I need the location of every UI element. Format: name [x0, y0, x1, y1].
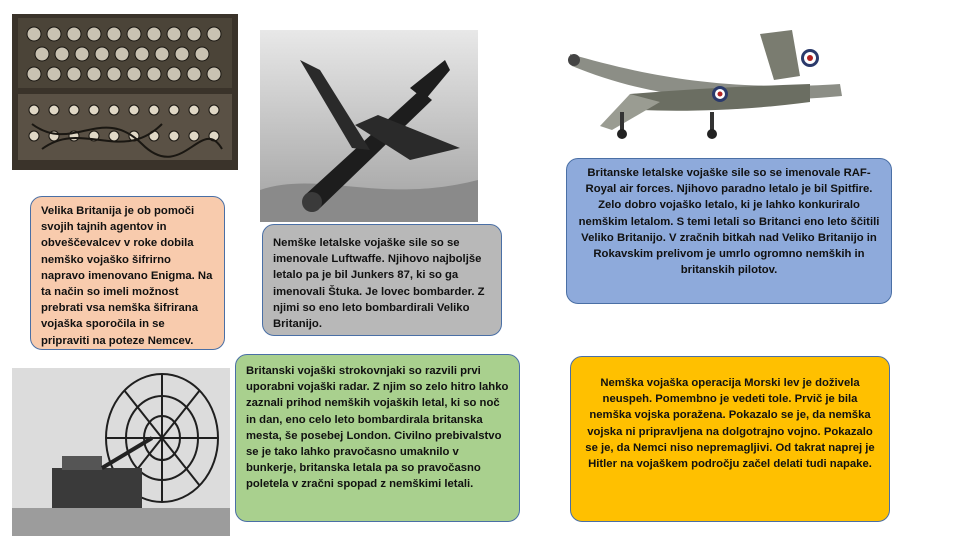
- enigma-machine-image: [12, 14, 238, 170]
- enigma-text: Velika Britanija je ob pomoči svojih tajnih agentov in obveščevalcev v roke dobila nemško vojaško šifrirno napravo imenovano Enigma. Na ta način so imeli možnost prebrati vsa nemška šifrirana vojaška sporočila in se pripraviti na poteze Nemcev.: [41, 205, 213, 347]
- raf-text-box: [566, 158, 892, 304]
- enigma-text-box: [30, 196, 225, 350]
- sealion-text-box: [570, 356, 890, 522]
- luftwaffe-text: Nemške letalske vojaške sile so se imenovale Luftwaffe. Njihovo najboljše letalo pa je bil Junkers 87, ki so ga imenovali Štuka. Je lovec bombarder. Z njimi so eno leto bombardirali Veliko Britanijo.: [273, 237, 485, 331]
- luftwaffe-text-box: [262, 224, 502, 336]
- stuka-bomber-image: [260, 30, 478, 222]
- radar-text: Britanski vojaški strokovnjaki so razvili prvi uporabni vojaški radar. Z njim so zelo hitro lahko zaznali prihod nemških vojaških letal, ki so noč in dan, eno celo leto bombardirala britanska mesta, še posebej London. Civilno prebivalstvo se je tako lahko pravočasno umaknilo v bunkerje, britanska letala pa so pravočasno poletela v zračni spopad z nemškimi letali.: [246, 365, 509, 491]
- sealion-text: Nemška vojaška operacija Morski lev je doživela neuspeh. Pomembno je vedeti tole. Prvič je bila nemška vojska poražena. Pokazalo se je, da nemška vojska ni pripravljena na dolgotrajno vojno. Pokazalo se je, da Nemci niso nepremagljivi. Od takrat naprej je Hitler na vojaškem področju začel delati tudi napake.: [585, 377, 875, 471]
- radar-text-box: [235, 354, 520, 522]
- spitfire-image: [560, 14, 850, 146]
- radar-image: [12, 368, 230, 536]
- raf-text: Britanske letalske vojaške sile so se imenovale RAF- Royal air forces. Njihovo paradno letalo je bil Spitfire. Zelo dobro vojaško letalo, ki je lahko konkuriralo nemškim letalom. S temi letali so Britanci eno leto ščitili Veliko Britanijo. V zračnih bitkah nad Veliko Britanijo in Rokavskim prelivom je umrlo ogromno nemških in britanskih pilotov.: [578, 167, 880, 277]
